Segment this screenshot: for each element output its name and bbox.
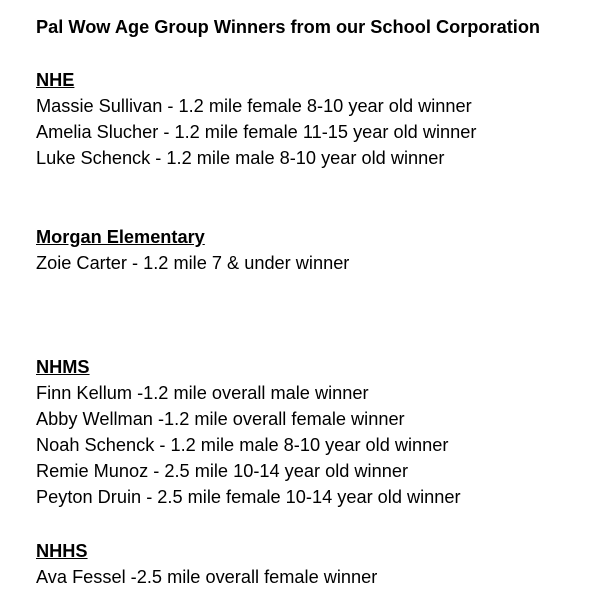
winner-line: Ava Fessel -2.5 mile overall female winner	[36, 567, 378, 587]
winner-line: Zoie Carter - 1.2 mile 7 & under winner	[36, 253, 350, 273]
winner-line: Abby Wellman -1.2 mile overall female winner	[36, 409, 405, 429]
winner-line: Noah Schenck - 1.2 mile male 8-10 year old winner	[36, 435, 449, 455]
winner-line: Amelia Slucher - 1.2 mile female 11-15 year old winner	[36, 122, 477, 142]
section-nhms	[36, 354, 606, 510]
section-nhhs	[36, 538, 606, 590]
section-morgan-elementary	[36, 224, 606, 276]
winner-line: Massie Sullivan - 1.2 mile female 8-10 year old winner	[36, 96, 472, 116]
section-heading-nhms: NHMS	[36, 357, 90, 377]
section-heading-morgan-elementary: Morgan Elementary	[36, 227, 205, 247]
section-heading-nhhs: NHHS	[36, 541, 88, 561]
document-title: Pal Wow Age Group Winners from our School Corporation	[36, 17, 541, 37]
winner-line: Remie Munoz - 2.5 mile 10-14 year old winner	[36, 461, 409, 481]
section-nhe	[36, 67, 606, 171]
winner-line: Finn Kellum -1.2 mile overall male winner	[36, 383, 369, 403]
winner-line: Peyton Druin - 2.5 mile female 10-14 year old winner	[36, 487, 461, 507]
section-heading-nhe: NHE	[36, 70, 75, 90]
winner-line: Luke Schenck - 1.2 mile male 8-10 year old winner	[36, 148, 445, 168]
